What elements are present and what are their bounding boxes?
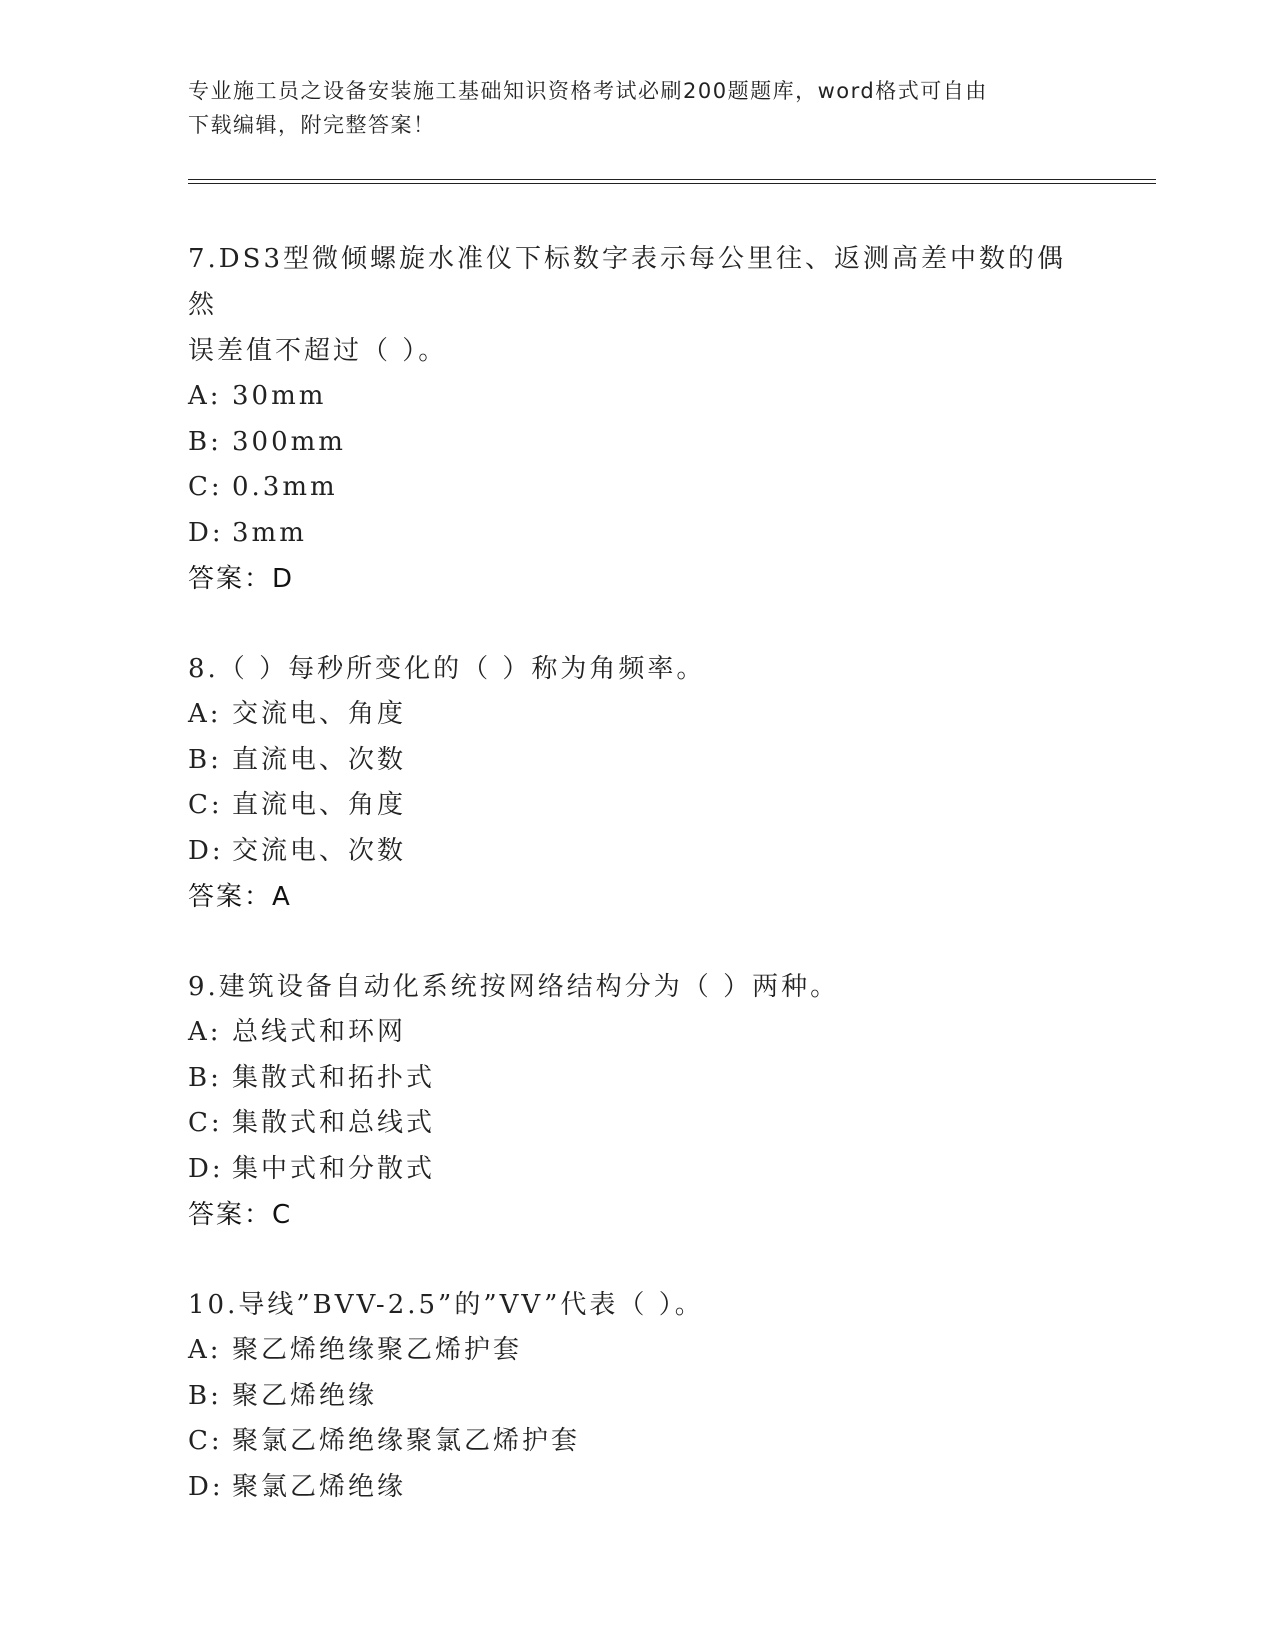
option-letter: D: <box>188 835 224 866</box>
option-d <box>188 511 1088 557</box>
option-letter: A: <box>188 381 222 411</box>
option-d <box>188 1465 1088 1511</box>
option-letter: A: <box>188 1017 222 1047</box>
question-stem: 10.导线”BVV-2.5”的”VV”代表（ ）。 <box>188 1290 704 1320</box>
header-line-1: 专业施工员之设备安装施工基础知识资格考试必刷200题题库，word格式可自由 <box>188 79 988 103</box>
answer-line <box>188 556 1088 602</box>
option-text: 集散式和总线式 <box>232 1108 436 1138</box>
option-c <box>188 465 1088 511</box>
question-10 <box>188 1282 1088 1510</box>
option-text: 0.3mm <box>232 472 338 502</box>
answer-line <box>188 1192 1088 1238</box>
option-c <box>188 783 1088 829</box>
option-text: 总线式和环网 <box>232 1017 407 1047</box>
option-text: 直流电、次数 <box>232 744 407 775</box>
option-letter: B: <box>188 426 222 457</box>
question-9 <box>188 964 1088 1238</box>
answer-label: 答案： <box>188 882 273 912</box>
option-letter: C: <box>188 1426 223 1456</box>
option-letter: D: <box>188 517 224 548</box>
option-letter: C: <box>188 472 223 502</box>
option-letter: B: <box>188 744 222 775</box>
option-text: 聚乙烯绝缘聚乙烯护套 <box>232 1335 523 1365</box>
option-letter: B: <box>188 1380 222 1411</box>
question-7 <box>188 236 1088 602</box>
answer-value: C <box>272 1200 293 1230</box>
option-letter: A: <box>188 1335 222 1365</box>
option-letter: B: <box>188 1062 222 1093</box>
question-8 <box>188 646 1088 920</box>
option-b <box>188 738 1088 784</box>
option-text: 300mm <box>232 426 346 457</box>
answer-label: 答案： <box>188 1200 273 1230</box>
option-b <box>188 1056 1088 1102</box>
option-d <box>188 829 1088 875</box>
option-text: 集中式和分散式 <box>232 1153 436 1184</box>
option-text: 直流电、角度 <box>232 790 407 820</box>
question-list <box>188 236 1088 1554</box>
answer-value: D <box>272 564 295 594</box>
option-a <box>188 692 1088 738</box>
option-text: 聚乙烯绝缘 <box>232 1380 378 1411</box>
option-text: 聚氯乙烯绝缘 <box>232 1471 407 1502</box>
header-divider-top <box>188 179 1156 180</box>
option-letter: C: <box>188 790 223 820</box>
option-c <box>188 1419 1088 1465</box>
option-c <box>188 1101 1088 1147</box>
answer-value: A <box>272 882 292 912</box>
option-text: 交流电、次数 <box>232 835 407 866</box>
option-text: 聚氯乙烯绝缘聚氯乙烯护套 <box>232 1426 581 1456</box>
answer-line <box>188 874 1088 920</box>
option-letter: D: <box>188 1471 224 1502</box>
answer-label: 答案： <box>188 564 273 594</box>
header-line-2: 下载编辑，附完整答案！ <box>188 113 436 137</box>
option-b <box>188 420 1088 466</box>
option-letter: C: <box>188 1108 223 1138</box>
option-a <box>188 1328 1088 1374</box>
question-stem: 9.建筑设备自动化系统按网络结构分为（ ）两种。 <box>188 972 840 1002</box>
option-a <box>188 374 1088 420</box>
option-a <box>188 1010 1088 1056</box>
option-text: 交流电、角度 <box>232 699 407 729</box>
question-stem: 8.（ ）每秒所变化的（ ）称为角频率。 <box>188 654 706 684</box>
option-b <box>188 1374 1088 1420</box>
option-text: 3mm <box>232 517 307 548</box>
document-header <box>188 74 1068 142</box>
option-letter: D: <box>188 1153 224 1184</box>
header-divider-bottom <box>188 183 1156 184</box>
option-letter: A: <box>188 699 222 729</box>
question-stem-continued: 误差值不超过（ ）。 <box>188 336 448 366</box>
question-stem: 7.DS3型微倾螺旋水准仪下标数字表示每公里往、返测高差中数的偶然 <box>188 244 1067 320</box>
option-text: 集散式和拓扑式 <box>232 1062 436 1093</box>
option-text: 30mm <box>232 381 327 411</box>
option-d <box>188 1147 1088 1193</box>
